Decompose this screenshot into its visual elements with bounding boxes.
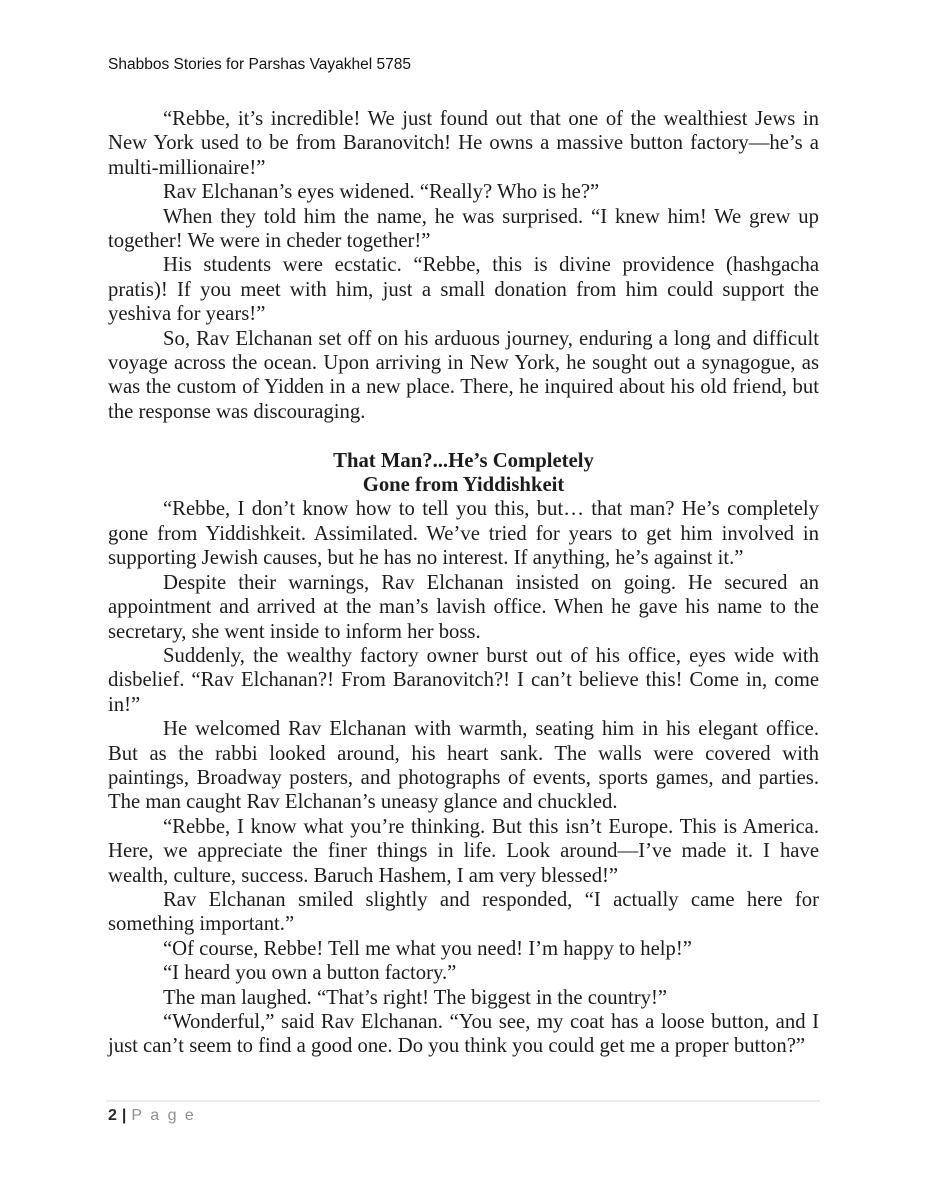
section-heading-line: That Man?...He’s Completely (333, 449, 594, 472)
story-paragraph: “Rebbe, I know what you’re thinking. But this isn’t Europe. This is America. Here, we appreciate the finer things in life. Look around—I’ve made it. I have wealth, culture, success. Baruch Hashem, I am very blessed!” (108, 815, 819, 887)
page-number: 2 (108, 1107, 117, 1124)
footer-divider: | (121, 1107, 127, 1124)
footer-rule (106, 1100, 820, 1102)
story-paragraph: His students were ecstatic. “Rebbe, this is divine providence (hashgacha pratis)! If you meet with him, just a small donation from him could support the yeshiva for years!” (108, 254, 819, 326)
story-paragraph: So, Rav Elchanan set off on his arduous journey, enduring a long and difficult voyage across the ocean. Upon arriving in New York, he sought out a synagogue, as was the custom of Yidden in a new place. There, he inquired about his old friend, but the response was discouraging. (108, 327, 819, 423)
story-paragraph: Despite their warnings, Rav Elchanan insisted on going. He secured an appointment and arrived at the man’s lavish office. When he gave his name to the secretary, she went inside to inform her boss. (108, 571, 819, 643)
story-paragraph: Rav Elchanan’s eyes widened. “Really? Who is he?” (163, 181, 600, 204)
story-paragraph: “Rebbe, it’s incredible! We just found out that one of the wealthiest Jews in New York used to be from Baranovitch! He owns a massive button factory—he’s a multi-millionaire!” (108, 108, 819, 179)
section-heading (108, 449, 819, 498)
story-paragraph: Rav Elchanan smiled slightly and responded, “I actually came here for something important.” (108, 888, 819, 936)
story-paragraph: He welcomed Rav Elchanan with warmth, seating him in his elegant office. But as the rabbi looked around, his heart sank. The walls were covered with paintings, Broadway posters, and photographs of events, sports games, and parties. The man caught Rav Elchanan’s uneasy glance and chuckled. (108, 718, 819, 814)
document-header-title: Shabbos Stories for Parshas Vayakhel 5785 (108, 56, 412, 73)
page-footer (108, 1106, 196, 1126)
story-body (108, 107, 819, 1059)
section-heading-line: Gone from Yiddishkeit (362, 474, 565, 497)
story-paragraph: “Of course, Rebbe! Tell me what you need! I’m happy to help!” (163, 937, 692, 960)
story-paragraph: Suddenly, the wealthy factory owner burst out of his office, eyes wide with disbelief. “Rav Elchanan?! From Baranovitch?! I can’t believe this! Come in, come in!” (108, 644, 819, 716)
story-paragraph: “I heard you own a button factory.” (163, 962, 457, 985)
page-word-label: P a g e (131, 1107, 196, 1124)
story-paragraph: The man laughed. “That’s right! The biggest in the country!” (163, 986, 668, 1009)
story-paragraph: When they told him the name, he was surprised. “I knew him! We grew up together! We were in cheder together!” (108, 205, 819, 253)
story-paragraph: “Rebbe, I don’t know how to tell you this, but… that man? He’s completely gone from Yiddishkeit. Assimilated. We’ve tried for years to get him involved in supporting Jewish causes, but he has no interest. If anything, he’s against it.” (108, 498, 819, 570)
story-paragraph: “Wonderful,” said Rav Elchanan. “You see, my coat has a loose button, and I just can’t seem to find a good one. Do you think you could get me a proper button?” (108, 1011, 819, 1058)
